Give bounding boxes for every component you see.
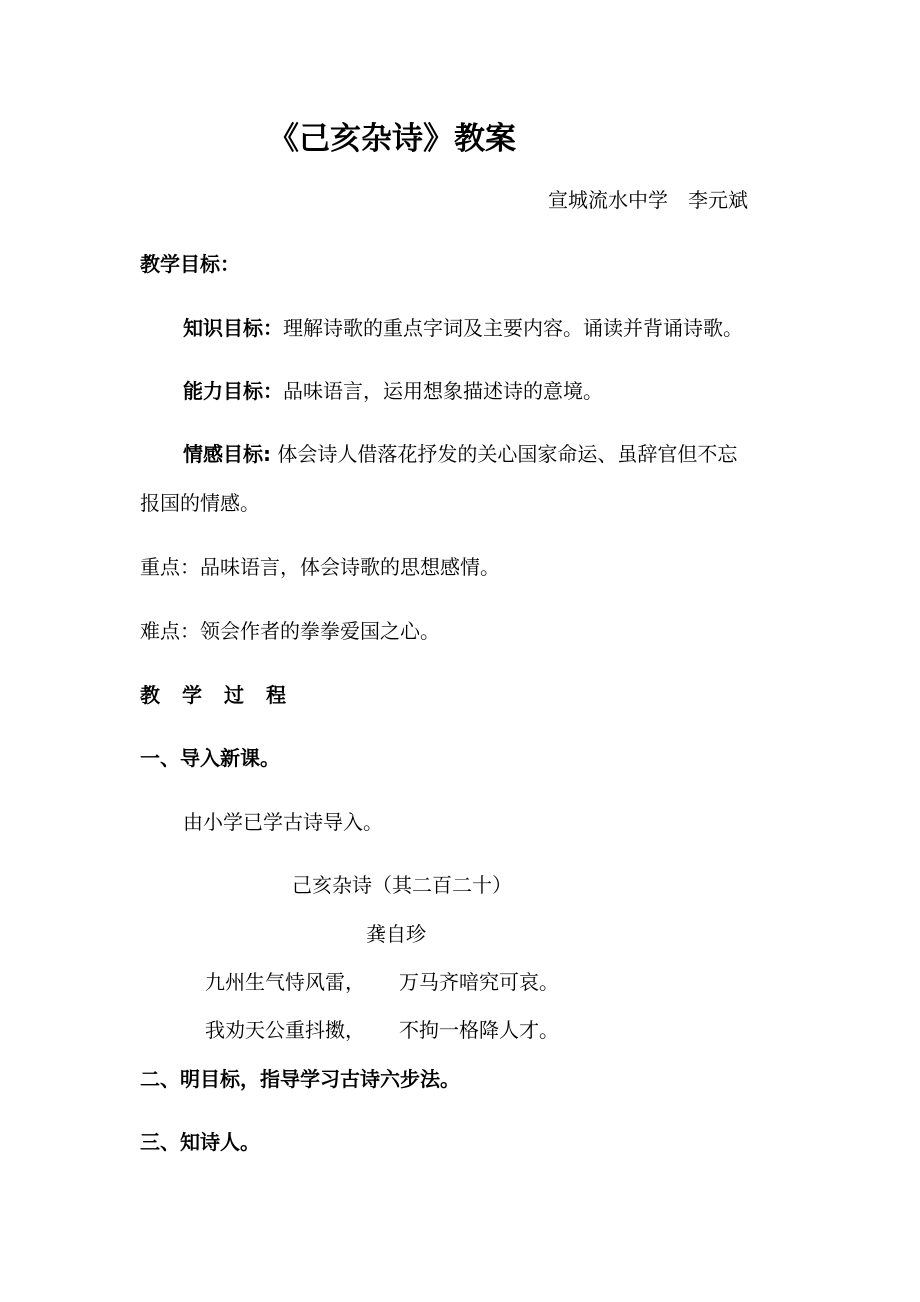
- poem-author: 龚自珍: [366, 922, 426, 946]
- section1-text: 由小学已学古诗导入。: [183, 810, 383, 834]
- poem-line-2b: 不拘一格降人才。: [399, 1018, 559, 1042]
- knowledge-goal-label: 知识目标：: [183, 316, 283, 340]
- emotion-goal-label: 情感目标:: [183, 442, 271, 466]
- author-line: 宣城流水中学 李元斌: [548, 188, 748, 212]
- ability-goal-label: 能力目标：: [183, 379, 283, 403]
- emotion-goal: [183, 441, 737, 467]
- knowledge-goal-text: 理解诗歌的重点字词及主要内容。诵读并背诵诗歌。: [283, 316, 743, 340]
- goals-heading: 教学目标：: [140, 252, 240, 276]
- emotion-goal-text: 体会诗人借落花抒发的关心国家命运、虽辞官但不忘: [271, 442, 738, 466]
- difficulty: 难点：领会作者的拳拳爱国之心。: [140, 619, 440, 643]
- document-title: 《己亥杂诗》教案: [268, 121, 516, 157]
- ability-goal-text: 品味语言，运用想象描述诗的意境。: [283, 379, 603, 403]
- poem-line-1b: 万马齐喑究可哀。: [399, 970, 559, 994]
- process-heading: 教学过程: [140, 683, 308, 707]
- knowledge-goal: [183, 315, 743, 341]
- poem-line-1a: 九州生气恃风雷，: [205, 970, 365, 994]
- section1-heading: 一、导入新课。: [140, 746, 280, 770]
- section3-heading: 三、知诗人。: [140, 1130, 260, 1154]
- section2-heading: 二、明目标，指导学习古诗六步法。: [140, 1067, 460, 1091]
- poem-line-2a: 我劝天公重抖擞，: [205, 1018, 365, 1042]
- emotion-goal-continuation: 报国的情感。: [140, 491, 260, 515]
- poem-title: 己亥杂诗（其二百二十）: [292, 873, 512, 897]
- key-point: 重点：品味语言，体会诗歌的思想感情。: [140, 555, 500, 579]
- ability-goal: [183, 378, 603, 404]
